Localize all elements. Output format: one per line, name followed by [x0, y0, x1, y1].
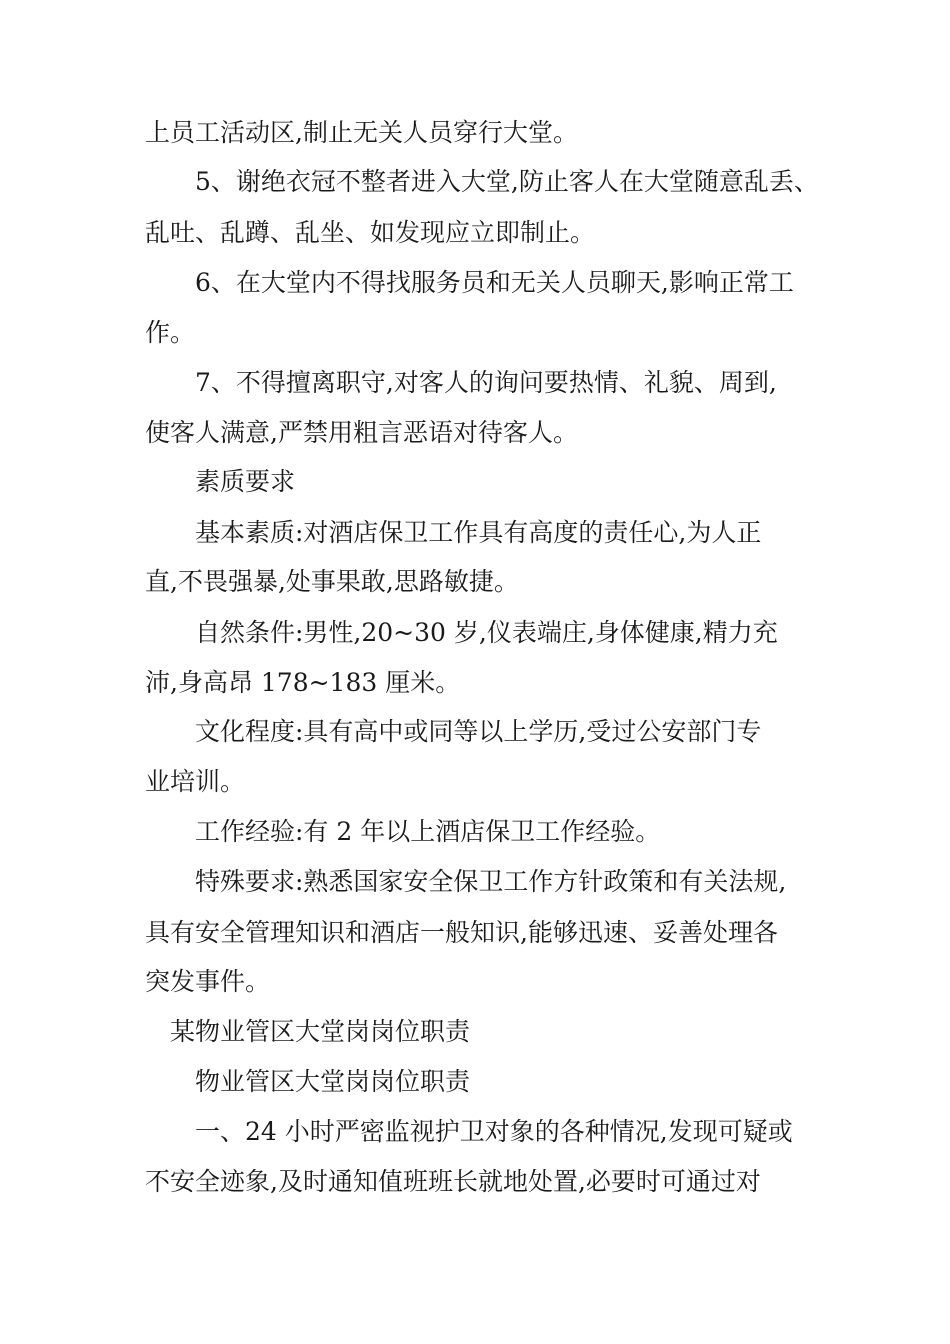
text-line: 乱吐、乱蹲、乱坐、如发现应立即制止。 [145, 218, 596, 247]
text-line: 7、不得擅离职守,对客人的询问要热情、礼貌、周到, [195, 368, 777, 397]
text-line: 作。 [145, 318, 196, 347]
text-line: 使客人满意,严禁用粗言恶语对待客人。 [145, 418, 578, 447]
text-line: 文化程度:具有高中或同等以上学历,受过公安部门专 [195, 717, 762, 746]
text-line: 6、在大堂内不得找服务员和无关人员聊天,影响正常工 [195, 268, 794, 297]
text-line: 沛,身高昂 178~183 厘米。 [145, 668, 461, 697]
text-line: 业培训。 [145, 767, 246, 796]
text-line: 突发事件。 [145, 967, 271, 996]
document-title: 某物业管区大堂岗岗位职责 [170, 1017, 471, 1046]
section-heading: 物业管区大堂岗岗位职责 [195, 1067, 471, 1096]
text-line: 直,不畏强暴,处事果敢,思路敏捷。 [145, 567, 519, 596]
text-line: 特殊要求:熟悉国家安全保卫工作方针政策和有关法规, [195, 867, 787, 896]
text-line: 不安全迹象,及时通知值班班长就地处置,必要时可通过对 [145, 1167, 761, 1196]
text-line: 具有安全管理知识和酒店一般知识,能够迅速、妥善处理各 [145, 918, 778, 947]
text-line: 基本素质:对酒店保卫工作具有高度的责任心,为人正 [195, 518, 762, 547]
text-line: 一、24 小时严密监视护卫对象的各种情况,发现可疑或 [195, 1117, 793, 1146]
text-line: 自然条件:男性,20~30 岁,仪表端庄,身体健康,精力充 [195, 618, 778, 647]
text-line: 工作经验:有 2 年以上酒店保卫工作经验。 [195, 817, 661, 846]
text-line: 上员工活动区,制止无关人员穿行大堂。 [145, 118, 578, 147]
section-heading: 素质要求 [195, 467, 296, 496]
text-line: 5、谢绝衣冠不整者进入大堂,防止客人在大堂随意乱丢、 [195, 167, 819, 196]
